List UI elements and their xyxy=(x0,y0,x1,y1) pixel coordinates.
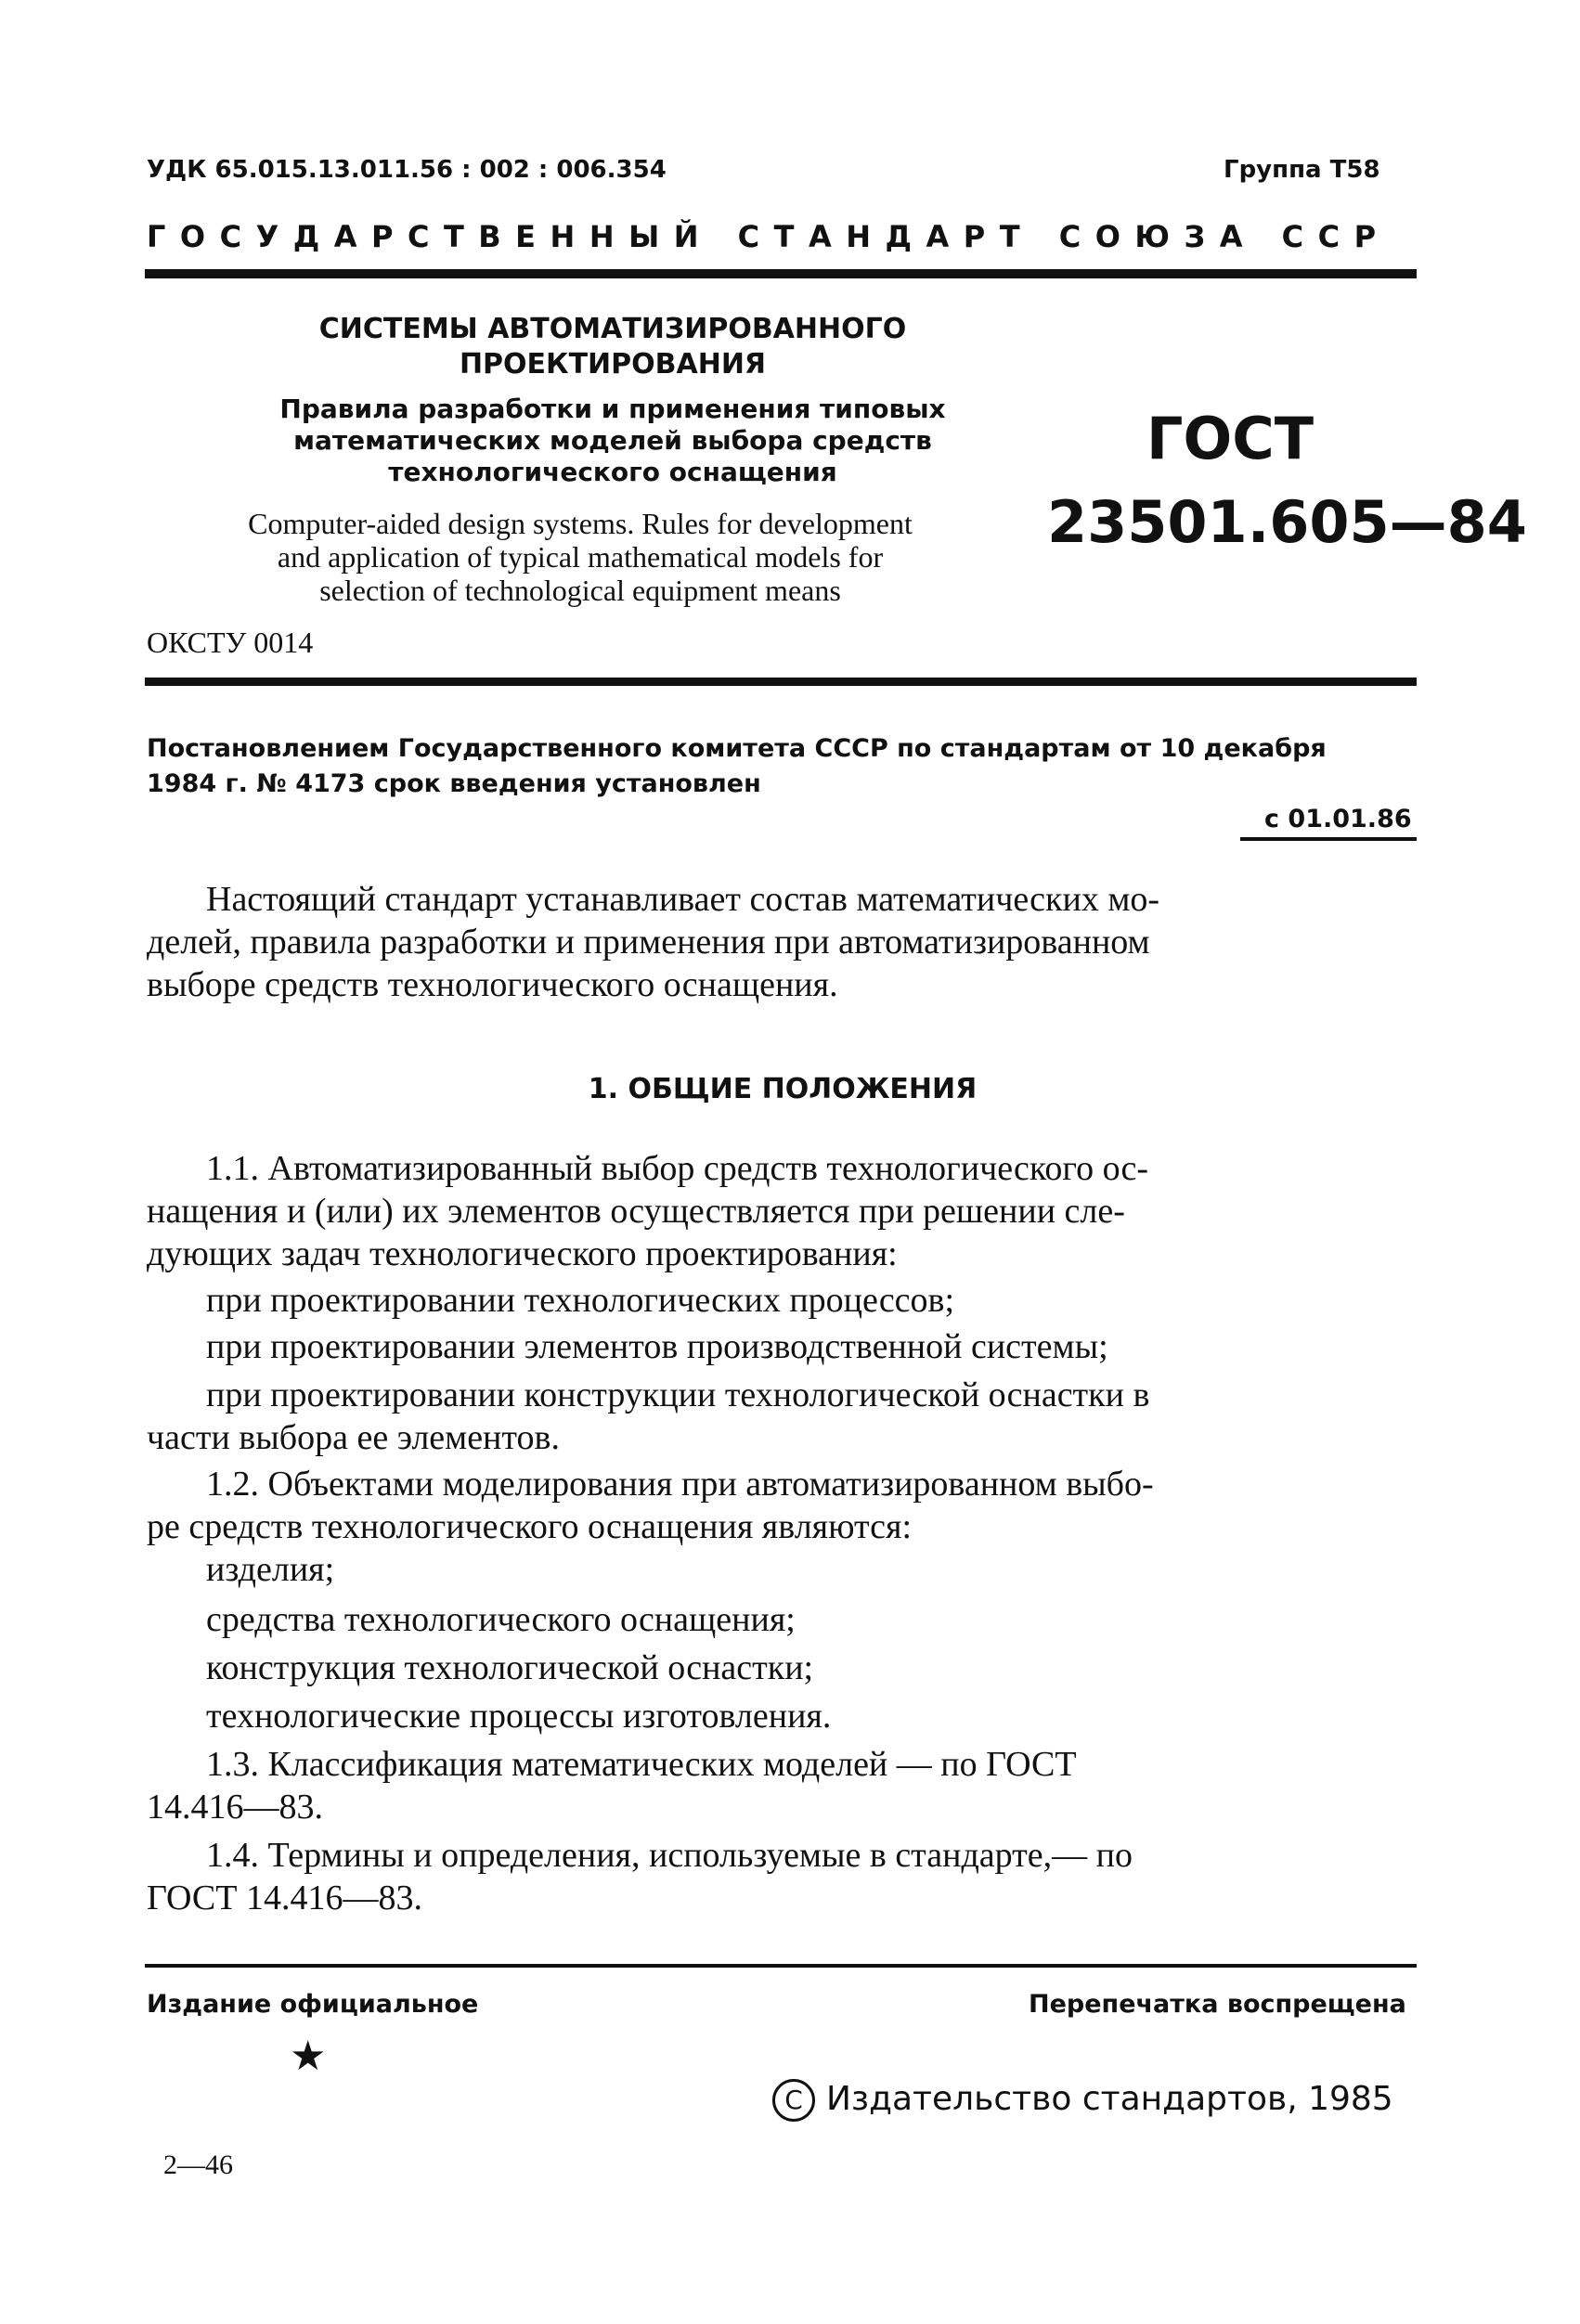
body-line: изделия; xyxy=(206,1550,335,1589)
intro-line-2: делей, правила разработки и применения при автоматизированном xyxy=(147,923,1150,962)
decree-line-1: Постановлением Государственного комитета СССР по стандартам от 10 декабря xyxy=(147,734,1327,763)
title-sub-line-3: технологического оснащения xyxy=(388,457,837,487)
group-code: Группа Т58 xyxy=(1224,156,1380,184)
header-rule xyxy=(145,269,1417,278)
copyright-icon: С xyxy=(772,2079,815,2122)
gost-number: 23501.605—84 xyxy=(1047,488,1527,556)
title-caps-line-1: СИСТЕМЫ АВТОМАТИЗИРОВАННОГО xyxy=(318,313,907,345)
copyright-line xyxy=(772,2079,1393,2122)
star-icon: ★ xyxy=(290,2033,327,2080)
oksty-code: ОКСТУ 0014 xyxy=(147,626,314,659)
footer-rule xyxy=(145,1964,1417,1968)
body-line: 1.4. Термины и определения, используемые в стандарте,— по xyxy=(206,1836,1133,1875)
body-line: нащения и (или) их элементов осуществляется при решении сле- xyxy=(147,1192,1125,1231)
body-line: 14.416—83. xyxy=(147,1788,323,1827)
gost-label: ГОСТ xyxy=(1146,405,1314,472)
section-heading: 1. ОБЩИЕ ПОЛОЖЕНИЯ xyxy=(588,1073,978,1105)
title-sub-line-1: Правила разработки и применения типовых xyxy=(279,394,946,424)
body-line: части выбора ее элементов. xyxy=(147,1418,560,1457)
intro-line-1: Настоящий стандарт устанавливает состав математических мо- xyxy=(206,880,1160,919)
intro-line-3: выборе средств технологического оснащения. xyxy=(147,965,838,1004)
body-line: при проектировании элементов производственной системы; xyxy=(206,1327,1108,1366)
reprint-notice: Перепечатка воспрещена xyxy=(1029,1990,1406,2019)
title-caps-line-2: ПРОЕКТИРОВАНИЯ xyxy=(459,348,767,381)
body-line: 1.2. Объектами моделирования при автоматизированном выбо- xyxy=(206,1465,1154,1504)
title-rule xyxy=(145,678,1417,686)
title-english-line-2: and application of typical mathematical models for xyxy=(277,540,884,574)
body-line: конструкция технологической оснастки; xyxy=(206,1648,814,1687)
body-line: при проектировании конструкции технологической оснастки в xyxy=(206,1375,1150,1414)
decree-line-2: 1984 г. № 4173 срок введения установлен xyxy=(147,769,761,798)
body-line: при проектировании технологических процессов; xyxy=(206,1281,955,1320)
udk-code: УДК 65.015.13.011.56 : 002 : 006.354 xyxy=(147,156,667,184)
effective-date: с 01.01.86 xyxy=(1264,805,1412,833)
official-edition: Издание официальное xyxy=(147,1990,479,2019)
state-standard-banner: ГОСУДАРСТВЕННЫЙ СТАНДАРТ СОЮЗА ССР xyxy=(147,219,1391,254)
body-line: 1.1. Автоматизированный выбор средств технологического ос- xyxy=(206,1149,1149,1188)
body-line: ре средств технологического оснащения являются: xyxy=(147,1507,913,1546)
title-english-line-3: selection of technological equipment means xyxy=(319,574,841,607)
page-code: 2—46 xyxy=(163,2150,233,2180)
title-english-line-1: Computer-aided design systems. Rules for development xyxy=(248,507,913,540)
body-line: 1.3. Классификация математических моделей — по ГОСТ xyxy=(206,1745,1077,1784)
body-line: ГОСТ 14.416—83. xyxy=(147,1879,422,1917)
title-sub-line-2: математических моделей выбора средств xyxy=(293,425,932,456)
body-line: средства технологического оснащения; xyxy=(206,1600,796,1639)
effective-date-underline xyxy=(1240,837,1417,841)
publisher-name: Издательство стандартов, 1985 xyxy=(826,2080,1393,2118)
body-line: технологические процессы изготовления. xyxy=(206,1697,832,1736)
body-line: дующих задач технологического проектирования: xyxy=(147,1234,898,1273)
